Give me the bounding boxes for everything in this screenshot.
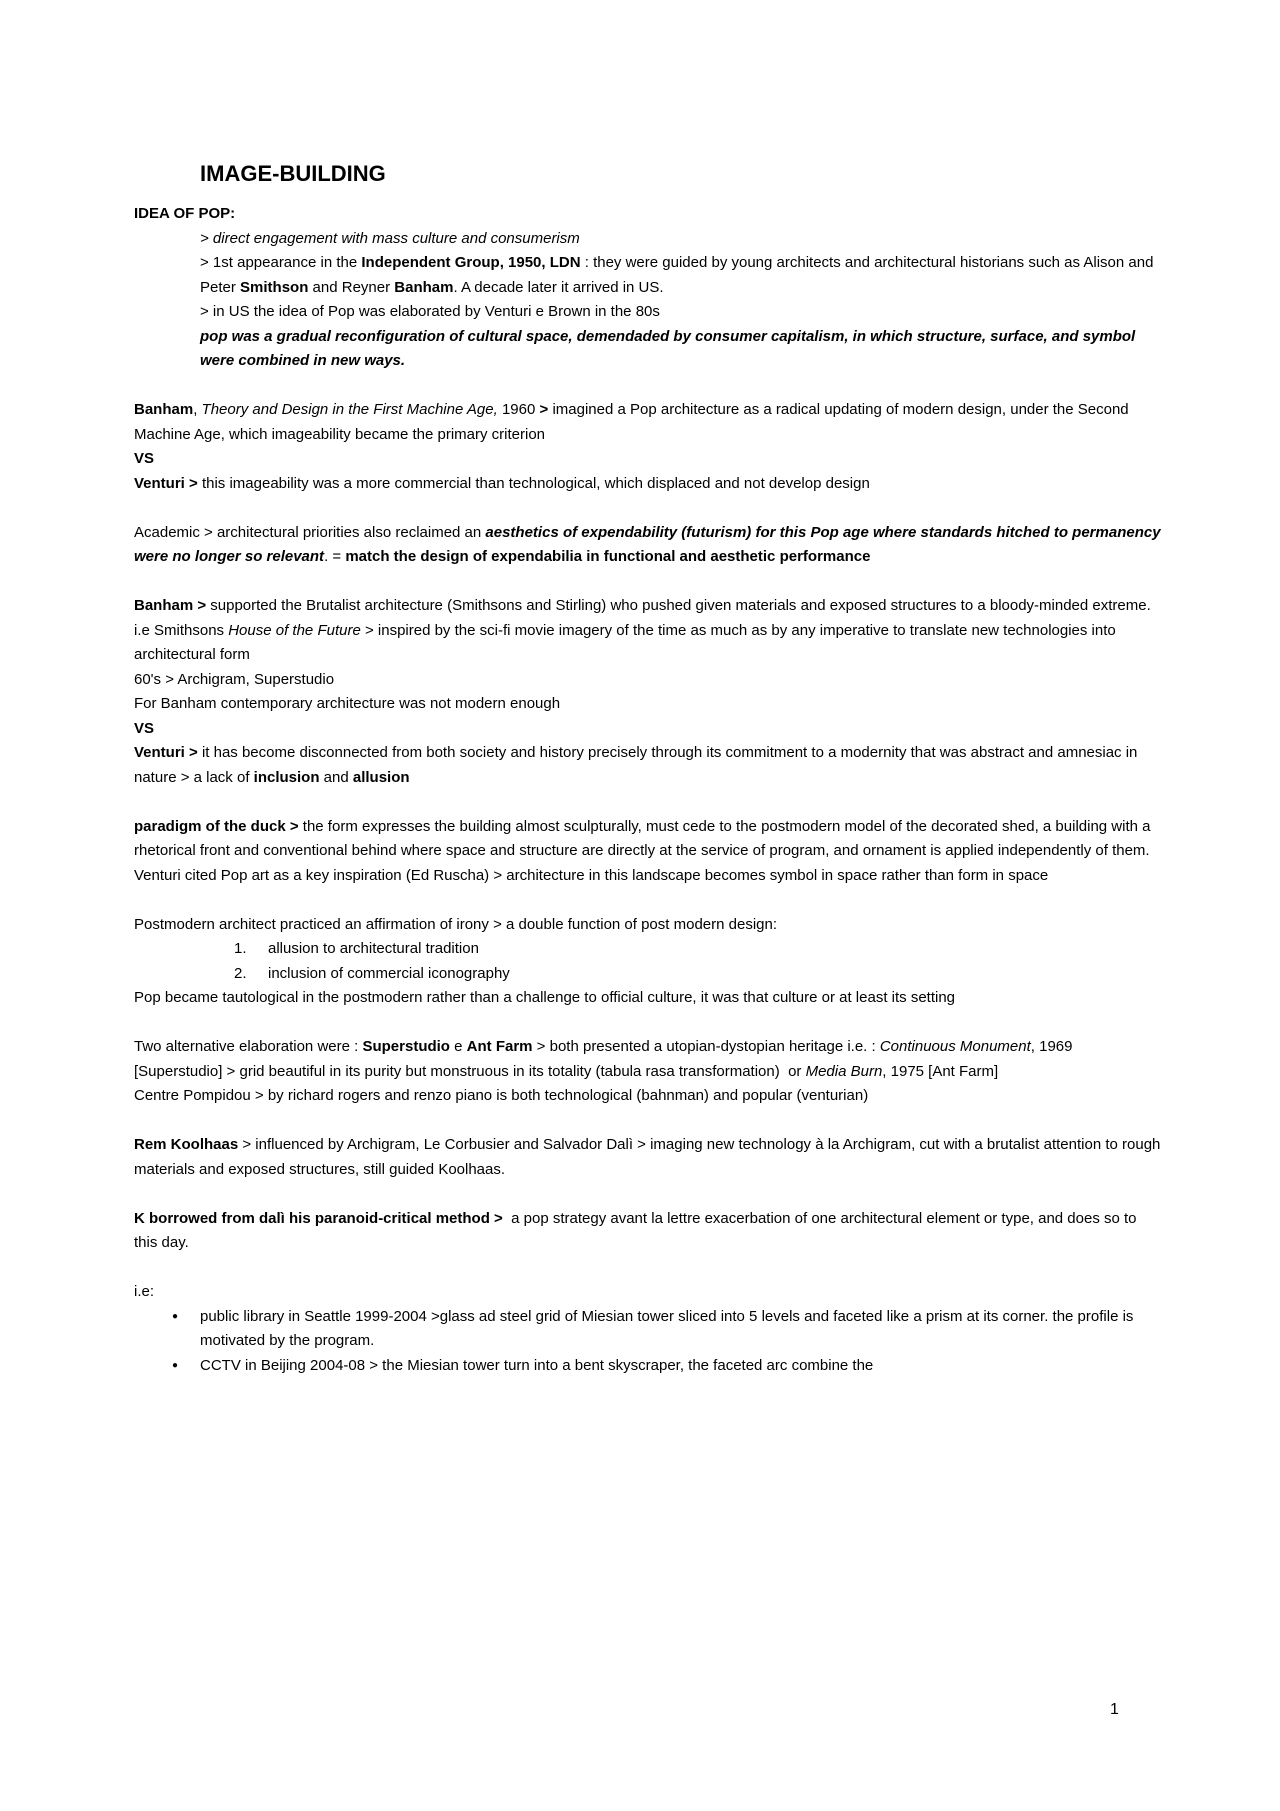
text-run: inclusion of commercial iconography <box>268 964 510 982</box>
text-run: Banham > <box>134 597 207 614</box>
paragraph-gap <box>134 1256 1164 1281</box>
text-runs <box>134 695 560 712</box>
text-run: > direct engagement with mass culture and consumerism <box>200 229 580 247</box>
text-run: Rem Koolhaas <box>134 1136 239 1153</box>
text-runs <box>268 962 1164 987</box>
page-title: IMAGE-BUILDING <box>200 161 386 186</box>
paragraph-gap <box>134 1182 1164 1207</box>
text-run: Independent Group, 1950, LDN <box>361 254 581 271</box>
paragraph <box>134 202 1164 227</box>
numbered-item <box>134 962 1164 987</box>
text-run: Media Burn <box>805 1062 883 1080</box>
bullet-item <box>134 1305 1164 1354</box>
text-runs <box>200 230 580 247</box>
text-run: , 1975 [Ant Farm] <box>882 1062 999 1080</box>
bullet-item <box>134 1354 1164 1379</box>
text-runs <box>134 1136 1165 1178</box>
text-run: the form expresses the building almost sculpturally, must cede to the postmodern model of the decorated shed, a building with a rhetorical front and conventional behind where space and structure are directly at the service of program, and ornament is applied independently of them. <box>134 817 1155 859</box>
paragraph <box>134 594 1164 619</box>
text-runs <box>134 205 235 222</box>
paragraph <box>134 1035 1164 1084</box>
paragraph <box>134 1280 1164 1305</box>
text-run: : they were guided by young architects and architectural historians such as Alison and Peter <box>200 254 1158 296</box>
text-run: imagined a Pop architecture as a radical updating of modern design, under the Second Machine Age, which imageability became the primary criterion <box>134 401 1133 443</box>
text-runs <box>134 1210 1141 1252</box>
text-run: Venturi cited Pop art as a key inspiration (Ed Ruscha) > architecture in this landscape becomes symbol in space rather than form in space <box>134 866 1049 884</box>
text-run: Continuous Monument <box>879 1038 1031 1055</box>
text-run: K borrowed from dalì his paranoid-critical method > <box>134 1209 503 1227</box>
text-run: > in US the idea of Pop was elaborated by Venturi e Brown in the 80s <box>200 303 660 320</box>
text-runs <box>134 475 870 492</box>
text-runs <box>200 303 660 320</box>
text-run: paradigm of the duck > <box>134 817 299 835</box>
text-run: this imageability was a more commercial than technological, which displaced and not develop design <box>197 474 870 492</box>
text-runs <box>134 450 154 467</box>
text-runs <box>134 744 1142 786</box>
text-run: i.e: <box>134 1283 155 1300</box>
text-run: For Banham contemporary architecture was not modern enough <box>134 695 561 712</box>
text-runs <box>268 937 1164 962</box>
text-runs <box>134 671 334 688</box>
paragraph <box>134 300 1164 325</box>
text-runs <box>134 401 1133 443</box>
text-run: Two alternative elaboration were : <box>134 1038 363 1055</box>
text-run: Academic > architectural priorities also reclaimed an <box>134 523 486 541</box>
text-run: > both presented a utopian-dystopian heritage i.e. : <box>532 1038 880 1055</box>
paragraph <box>134 1207 1164 1256</box>
text-run: Venturi > <box>134 474 198 492</box>
paragraph-gap <box>134 1011 1164 1036</box>
text-run: Postmodern architect practiced an affirmation of irony > a double function of post modern design: <box>134 915 778 933</box>
list-number: 1. <box>234 940 247 957</box>
bullet-marker-icon: ● <box>172 1310 179 1322</box>
paragraph-gap <box>134 570 1164 595</box>
text-runs <box>134 597 1151 614</box>
paragraph <box>134 325 1164 374</box>
paragraph <box>134 619 1164 668</box>
text-runs <box>134 720 154 737</box>
text-run: Banham <box>134 401 194 418</box>
text-run: , 1969 [Superstudio] > grid beautiful in its purity but monstruous in its totality (tabula rasa transformation) or <box>134 1038 1077 1080</box>
text-runs <box>134 867 1048 884</box>
text-run: > influenced by Archigram, Le Corbusier and Salvador Dalì > imaging new technology à la Archigram, cut with a brutalist attention to rough materials and exposed structures, still guided Koolhaas. <box>134 1136 1165 1178</box>
text-run: public library in Seattle 1999-2004 >glass ad steel grid of Miesian tower sliced into 5 levels and faceted like a prism at its corner. the profile is motivated by the program. <box>200 1307 1138 1349</box>
text-run: it has become disconnected from both society and history precisely through its commitment to a modernity that was abstract and amnesiac in nature > a lack of <box>134 744 1142 786</box>
text-run: > 1st appearance in the <box>200 254 362 271</box>
text-run: . = <box>324 548 346 565</box>
paragraph <box>134 521 1164 570</box>
text-runs <box>134 916 777 933</box>
text-run: and <box>319 768 353 786</box>
page-number: 1 <box>1110 1701 1119 1718</box>
paragraph <box>134 741 1164 790</box>
paragraph <box>134 668 1164 693</box>
text-run: supported the Brutalist architecture (Smithsons and Stirling) who pushed given materials and exposed structures to a bloody-minded extreme. <box>206 597 1151 614</box>
text-run: match the design of expendabilia in functional and aesthetic performance <box>345 548 871 565</box>
text-run: > <box>539 401 549 418</box>
text-run: allusion <box>352 768 410 786</box>
numbered-item <box>134 937 1164 962</box>
paragraph <box>134 717 1164 742</box>
paragraph <box>134 864 1164 889</box>
text-run: and Reyner <box>308 278 395 296</box>
text-run: Venturi > <box>134 744 198 761</box>
text-run: VS <box>134 719 155 737</box>
text-run: > inspired by the sci-fi movie imagery of the time as much as by any imperative to translate new technologies into architectural form <box>134 621 1120 663</box>
text-run: allusion to architectural tradition <box>268 940 479 957</box>
text-run: . A decade later it arrived in US. <box>453 278 664 296</box>
text-run: pop was a gradual reconfiguration of cultural space, demendaded by consumer capitalism, in which structure, surface, and symbol were combined in new ways. <box>200 327 1140 369</box>
bullet-marker-icon: ● <box>172 1359 179 1371</box>
paragraph <box>134 251 1164 300</box>
text-runs <box>134 1087 868 1104</box>
paragraph <box>134 692 1164 717</box>
text-runs <box>200 254 1158 296</box>
paragraph <box>134 815 1164 864</box>
text-run: aesthetics of expendability (futurism) for this Pop age where standards hitched to permanency were no longer so relevant <box>134 523 1165 565</box>
text-run: Ant Farm <box>466 1038 533 1055</box>
paragraph <box>134 913 1164 938</box>
text-runs <box>200 328 1139 370</box>
text-run: Smithson <box>240 278 309 296</box>
text-run: Banham <box>394 278 454 296</box>
text-run: IDEA OF POP: <box>134 205 236 222</box>
text-run: Pop became tautological in the postmodern rather than a challenge to official culture, it was that culture or at least its setting <box>134 989 956 1006</box>
paragraph <box>134 986 1164 1011</box>
document-content <box>134 160 1164 1378</box>
text-runs <box>134 622 1120 664</box>
text-run: a pop strategy avant la lettre exacerbation of one architectural element or type, and does so to this day. <box>134 1209 1141 1251</box>
paragraph <box>134 227 1164 252</box>
text-run: 60's > Archigram, Superstudio <box>134 670 335 688</box>
text-runs <box>200 1354 1164 1379</box>
text-run: e <box>449 1038 467 1055</box>
text-run: 1960 <box>497 401 540 418</box>
text-runs <box>200 1305 1164 1354</box>
paragraph-gap <box>134 496 1164 521</box>
paragraph <box>134 472 1164 497</box>
text-run: inclusion <box>253 768 320 786</box>
text-run: Theory and Design in the First Machine Age, <box>201 401 498 418</box>
text-run: House of the Future <box>228 621 361 639</box>
text-run: CCTV in Beijing 2004-08 > the Miesian tower turn into a bent skyscraper, the faceted arc combine the <box>200 1356 874 1374</box>
list-number: 2. <box>234 964 247 982</box>
paragraph-gap <box>134 1109 1164 1134</box>
text-runs <box>134 818 1155 860</box>
text-run: i.e Smithsons <box>134 621 229 639</box>
text-runs <box>134 524 1165 566</box>
text-runs <box>134 1283 154 1300</box>
text-run: VS <box>134 450 155 467</box>
paragraph-gap <box>134 888 1164 913</box>
paragraph-gap <box>134 374 1164 399</box>
paragraph <box>134 1084 1164 1109</box>
paragraph-gap <box>134 790 1164 815</box>
paragraph <box>134 447 1164 472</box>
text-run: Superstudio <box>362 1038 450 1055</box>
text-runs <box>134 989 955 1006</box>
text-runs <box>134 1038 1077 1080</box>
paragraph <box>134 398 1164 447</box>
text-run: Centre Pompidou > by richard rogers and renzo piano is both technological (bahnman) and popular (venturian) <box>134 1087 869 1104</box>
text-run: , <box>193 401 202 418</box>
paragraph <box>134 1133 1164 1182</box>
document-body <box>134 202 1164 1378</box>
